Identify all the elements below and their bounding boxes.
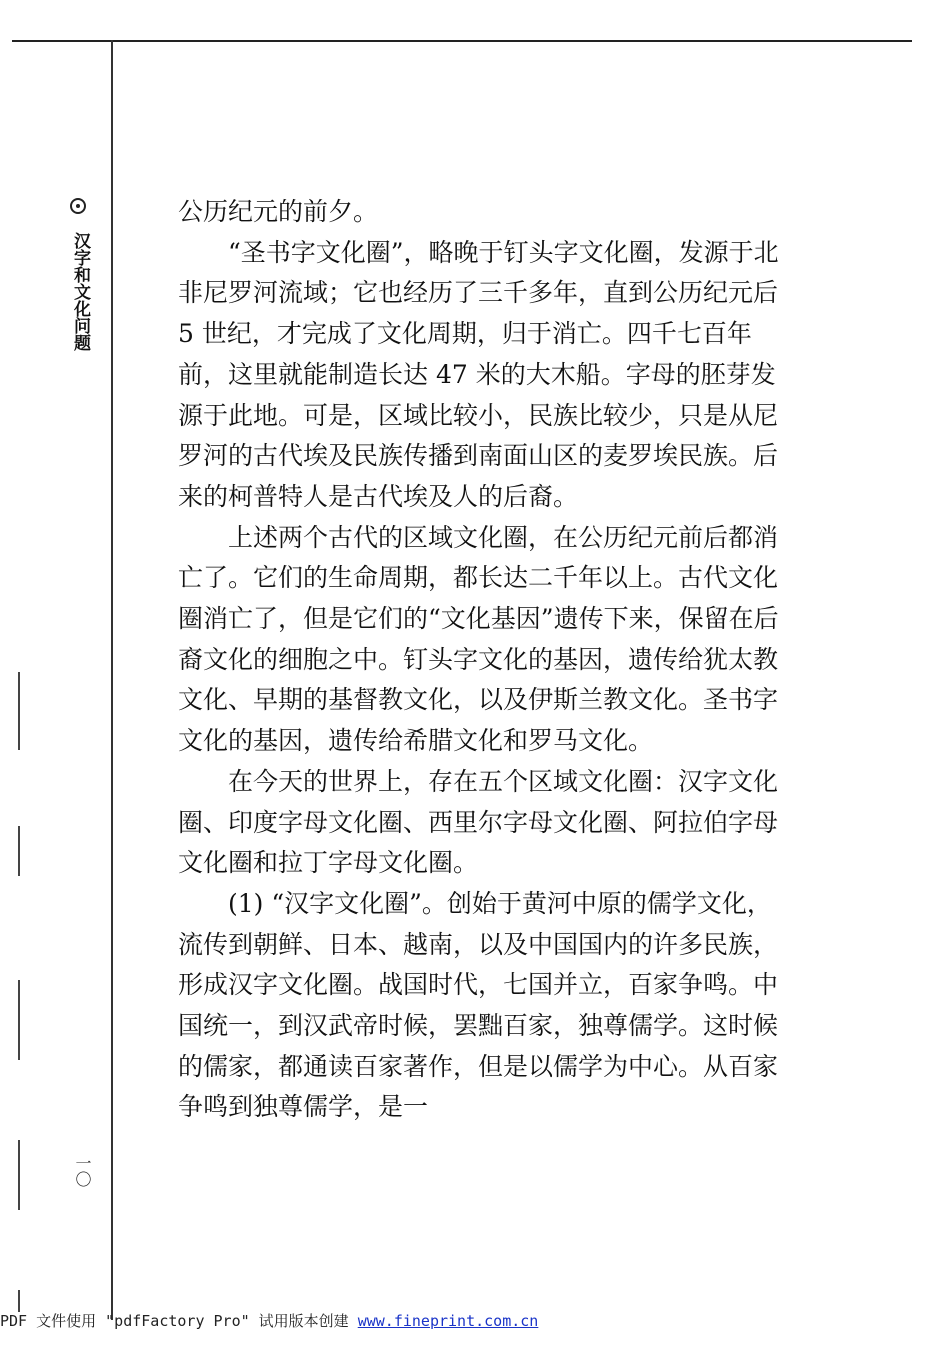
running-title: 汉字和文化问题: [70, 232, 90, 351]
paragraph: 公历纪元的前夕。: [178, 197, 379, 226]
footer-link[interactable]: www.fineprint.com.cn: [357, 1312, 539, 1330]
paragraph: (1) “汉字文化圈”。创始于黄河中原的儒学文化，流传到朝鲜、日本、越南，以及中国国内的许多民族，形成汉字文化圈。战国时代，七国并立，百家争鸣。中国统一，到汉武帝时候，罢黜百家，独尊儒学。这时候的儒家，都通读百家著作，但是以儒学为中心。从百家争鸣到独尊儒学，是一: [178, 888, 779, 1122]
margin-mark: [18, 980, 20, 1060]
margin-mark: [18, 672, 20, 750]
header-rule: [12, 40, 912, 42]
margin-mark: [18, 1140, 20, 1210]
paragraph: “圣书字文化圈”，略晚于钉头字文化圈，发源于北非尼罗河流域；它也经历了三千多年，直到公历纪元后 5 世纪，才完成了文化周期，归于消亡。四千七百年前，这里就能制造长达 47 米的大木船。字母的胚芽发源于此地。可是，区域比较小，民族比较少，只是从尼罗河的古代埃及民族传播到南面山区的麦罗埃民族。后来的柯普特人是古代埃及人的后裔。: [178, 237, 779, 511]
pdf-footer: [0, 1310, 538, 1331]
page-number: 一〇: [73, 1155, 92, 1187]
page-spine-line: [111, 40, 113, 1320]
margin-mark: [18, 1290, 20, 1312]
main-text: [178, 192, 788, 1128]
circle-dot-icon: [70, 198, 86, 214]
paragraph: 上述两个古代的区域文化圈，在公历纪元前后都消亡了。它们的生命周期，都长达二千年以上。古代文化圈消亡了，但是它们的“文化基因”遗传下来，保留在后裔文化的细胞之中。钉头字文化的基因，遗传给犹太教文化、早期的基督教文化，以及伊斯兰教文化。圣书字文化的基因，遗传给希腊文化和罗马文化。: [178, 522, 779, 756]
footer-text: PDF 文件使用 "pdfFactory Pro" 试用版本创建: [0, 1312, 358, 1330]
margin-mark: [18, 826, 20, 876]
paragraph: 在今天的世界上，存在五个区域文化圈：汉字文化圈、印度字母文化圈、西里尔字母文化圈、阿拉伯字母文化圈和拉丁字母文化圈。: [178, 766, 779, 878]
